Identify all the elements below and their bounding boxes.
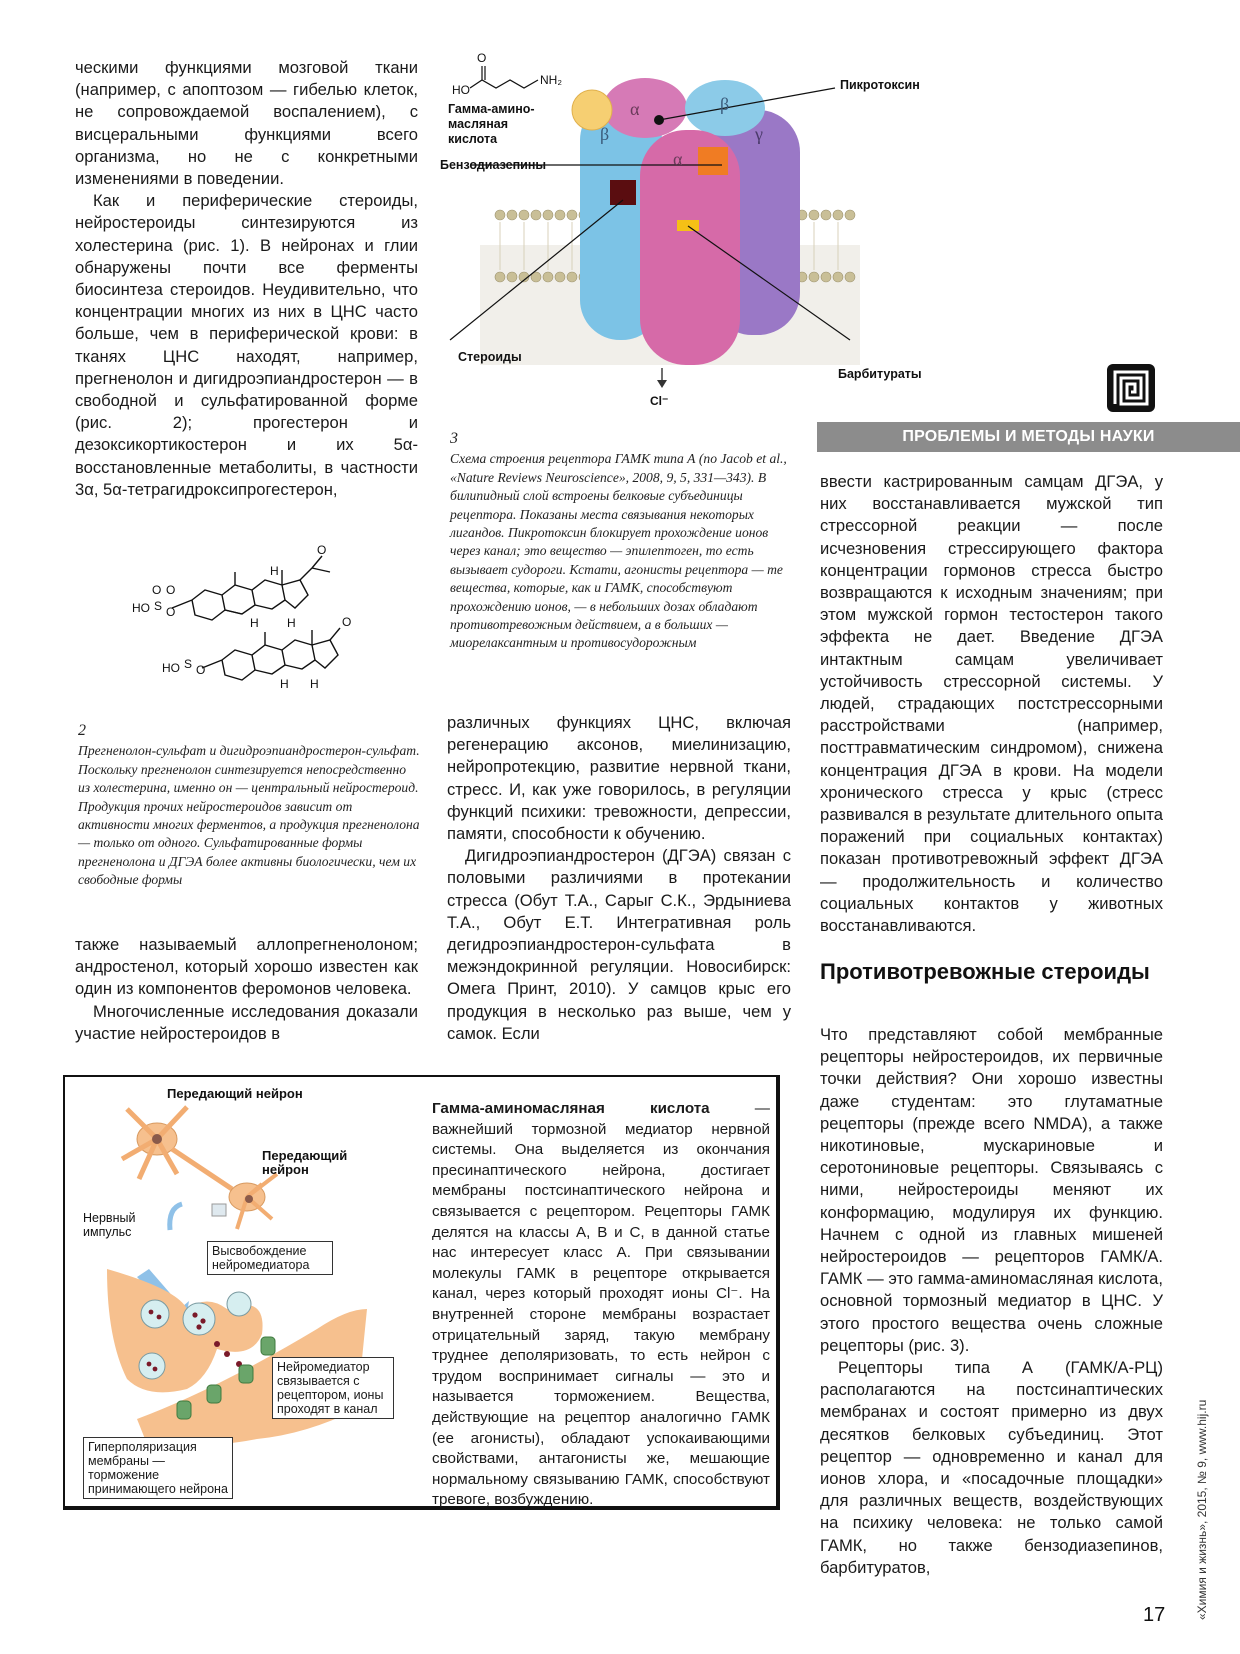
column-1-top xyxy=(75,57,418,501)
svg-text:HO: HO xyxy=(162,661,180,675)
svg-text:O: O xyxy=(477,51,487,65)
svg-text:γ: γ xyxy=(755,124,763,144)
svg-text:S: S xyxy=(184,657,193,671)
hyperpolarization-callout: Гиперполяризация мембраны — торможение принимающего нейрона xyxy=(83,1437,233,1499)
transmitting-neuron-label: Передающий нейрон xyxy=(167,1086,303,1101)
journal-credit: «Химия и жизнь», 2015, № 9, www.hij.ru xyxy=(1195,1399,1209,1620)
figure-2-caption xyxy=(78,722,420,890)
svg-text:O: O xyxy=(342,615,352,629)
steroids-label: Стероиды xyxy=(458,350,522,364)
svg-text:H: H xyxy=(280,677,289,691)
benzodiazepines-label: Бензодиазепины xyxy=(440,158,547,172)
nerve-impulse-label: Нервный импульс xyxy=(83,1211,136,1239)
section-heading: Противотревожные стероиды xyxy=(820,959,1150,984)
svg-text:HO: HO xyxy=(452,83,470,97)
svg-text:O: O xyxy=(196,663,206,677)
column-3-top xyxy=(820,471,1163,937)
paragraph: также называемый аллопрегненолоном; андростенол, который хорошо известен как один из компонентов феромонов человека. xyxy=(75,935,418,999)
svg-text:S: S xyxy=(154,599,163,613)
paragraph: ввести кастрированным самцам ДГЭА, у них восстанавливается мужской тип стрессорной реакции — после исчезновения стрессирующего фактора концентрации гормонов стресса быстро возвращаются к исходным значениям; при этом мужской гормон тестостерон такого эффекта не дает. Введение ДГЭА интактным самцам увеличивает устойчивость стрессорной системы. У людей, страдающих постстрессорными расстройствами (например, посттравматическим синдромом), снижена концентрация ДГЭА в крови. На модели хронического стресса у крыс (стресс развивался в результате длительного опыта поражений при социальных контактах) показан противотревожный эффект ДГЭА — продолжительность и количество социальных контактов у животных восстанавливаются. xyxy=(820,472,1163,936)
svg-text:O: O xyxy=(317,543,327,557)
figure-number: 3 xyxy=(450,430,458,447)
figure-2-steroid-structures xyxy=(130,510,420,720)
paragraph: различных функциях ЦНС, включая регенерацию аксонов, миелинизацию, нейропротекцию, развитие нервной ткани, стресс. И, как уже говорилось, в регуляции функций психики: тревожности, депрессии, памяти, способности к обучению. xyxy=(447,713,791,844)
column-3-bottom xyxy=(820,1024,1163,1579)
paragraph: ческими функциями мозговой ткани (например, с апоптозом — гибелью клеток, не сопровождаемой воспалением), с висцеральными функциями всего организма, но не с конкретными изменениями в поведении. xyxy=(75,58,418,189)
paragraph: Как и периферические стероиды, нейростероиды синтезируются из холестерина (рис. 1). В нейронах и глии обнаружены почти все ферменты биосинтеза стероидов. Неудивительно, что концентрации многих из них в ЦНС часто больше, чем в периферической крови: в тканях ЦНС находят, например, прегненолон и дигидроэпиандростерон — в свободной и сульфатированной форме (рис. 2); прогестерон и дезоксикортикостерон и их 5α-восстановленные метаболиты, в частности 3α, 5α-тетрагидроксипрогестерон, xyxy=(75,191,418,499)
picrotoxin-label: Пикротоксин xyxy=(840,78,920,92)
svg-text:O: O xyxy=(166,583,176,597)
column-2 xyxy=(447,712,791,1045)
paragraph: Что представляют собой мембранные рецепторы нейростероидов, их первичные точки действия? Они хорошо известны даже студентам: это глутаматные рецепторы (прежде всего NMDA), а также никотиновые, мускариновые и серотониновые рецепторы. Связываясь с ними, нейростероиды меняют их конформацию, модулируя их функцию. Начнем с одной из главных мишеней нейростероидов — рецепторов ГАМК/А. ГАМК — это гамма-аминомасляная кислота, основной тормозный медиатор в ЦНС. У этого простого вещества очень сложные рецепторы (рис. 3). xyxy=(820,1025,1163,1355)
transmitting-neuron-label-2: Передающий нейрон xyxy=(262,1148,348,1177)
svg-text:α: α xyxy=(673,149,683,169)
figure-number: 2 xyxy=(78,722,86,739)
synapse-diagram xyxy=(67,1079,422,1504)
binding-callout: Нейромедиатор связывается с рецептором, ионы проходят в канал xyxy=(272,1357,394,1419)
svg-text:NH₂: NH₂ xyxy=(540,73,562,87)
caption-text: Схема строения рецептора ГАМК типа А (по Jacob et al., «Nature Reviews Neuroscience», 2008, 9, 5, 331—343). В билипидный слой встроены белковые субъединицы рецептора. Показаны места связывания некоторых лигандов. Пикротоксин блокирует прохождение ионов через канал; это вещество — эпилептоген, то есть вызывает судороги. Кстати, агонисты рецептора — те вещества, которые, как и ГАМК, способствуют прохождению ионов, — в небольших дозах обладают противотревожным действием, а в больших — миорелаксантным и противосудорожным xyxy=(450,451,787,651)
svg-text:H: H xyxy=(270,564,279,578)
section-bar: ПРОБЛЕМЫ И МЕТОДЫ НАУКИ xyxy=(817,422,1240,452)
svg-text:H: H xyxy=(250,616,259,630)
gaba-term: Гамма-аминомасляная кислота xyxy=(432,1100,710,1117)
figure-3-gaba-receptor-diagram xyxy=(440,40,922,415)
svg-text:β: β xyxy=(600,124,610,144)
gaba-info-text xyxy=(432,1099,770,1511)
svg-text:Cl⁻: Cl⁻ xyxy=(650,394,669,408)
svg-text:HO: HO xyxy=(132,601,150,615)
svg-text:O: O xyxy=(152,583,162,597)
svg-text:H: H xyxy=(310,677,319,691)
svg-text:β: β xyxy=(720,94,730,114)
gaba-info-box xyxy=(63,1075,780,1510)
gaba-label: Гамма-амино-масляная кислота xyxy=(448,102,535,146)
release-callout: Высвобождение нейромедиатора xyxy=(207,1241,333,1275)
svg-text:α: α xyxy=(630,99,640,119)
column-1-bottom xyxy=(75,934,418,1045)
page-number: 17 xyxy=(1143,1604,1166,1626)
svg-text:H: H xyxy=(287,616,296,630)
spiral-logo-icon xyxy=(1107,364,1155,412)
caption-text: Прегненолон-сульфат и дигидроэпиандростерон-сульфат. Поскольку прегненолон синтезируется непосредственно из холестерина, именно он — центральный нейростероид. Продукция прочих нейростероидов зависит от активности многих ферментов, а продукция прегненолона — только от одного. Сульфатированные формы прегненолона и ДГЭА более активны биологически, чем их свободные формы xyxy=(78,743,420,888)
svg-text:O: O xyxy=(166,605,176,619)
barbiturates-label: Барбитураты xyxy=(838,367,922,381)
paragraph: Многочисленные исследования доказали участие нейростероидов в xyxy=(75,1001,418,1043)
figure-3-caption xyxy=(450,430,790,653)
paragraph: Рецепторы типа А (ГАМК/А-РЦ) располагаются на постсинаптических мембранах и состоят примерно из двух десятков белковых субъединиц. Этот рецептор — одновременно и канал для ионов хлора, и «посадочные площадки» для различных веществ, воздействующих на психику человека: не только самой ГАМК, но также бензодиазепинов, барбитуратов, xyxy=(820,1358,1163,1577)
paragraph: Дигидроэпиандростерон (ДГЭА) связан с половыми различиями в протекании стресса (Обут Т.А., Сарыг С.К., Эрдыниева Т.А., Обут Е.Т. Интегративная роль дегидроэпиандростерон-сульфата в межэндокринной регуляции. Новосибирск: Омега Принт, 2010). У самцов крыс его продукция в несколько раз выше, чем у самок. Если xyxy=(447,846,791,1043)
gaba-description: — важнейший тормозной медиатор нервной системы. Она выделяется из окончания пресинаптического нейрона, достигает мембраны постсинаптического нейрона и связывается с рецептором. Рецепторы ГАМК делятся на классы А, В и С, в данной статье нас интересует класс А. При связывании молекулы ГАМК в рецепторе открывается канал, через который проходят ионы Cl⁻. На внутренней стороне мембраны возрастает отрицательный заряд, такую мембрану труднее деполяризовать, то есть нейрон с трудом воспринимает сигналы — это и называется торможением. Вещества, действующие на рецептор аналогично ГАМК (ее агонисты), обладают успокаивающими свойствами, антагонисты же, мешающие нормальному связыванию ГАМК, способствуют тревоге, возбуждению. xyxy=(432,1100,770,1509)
